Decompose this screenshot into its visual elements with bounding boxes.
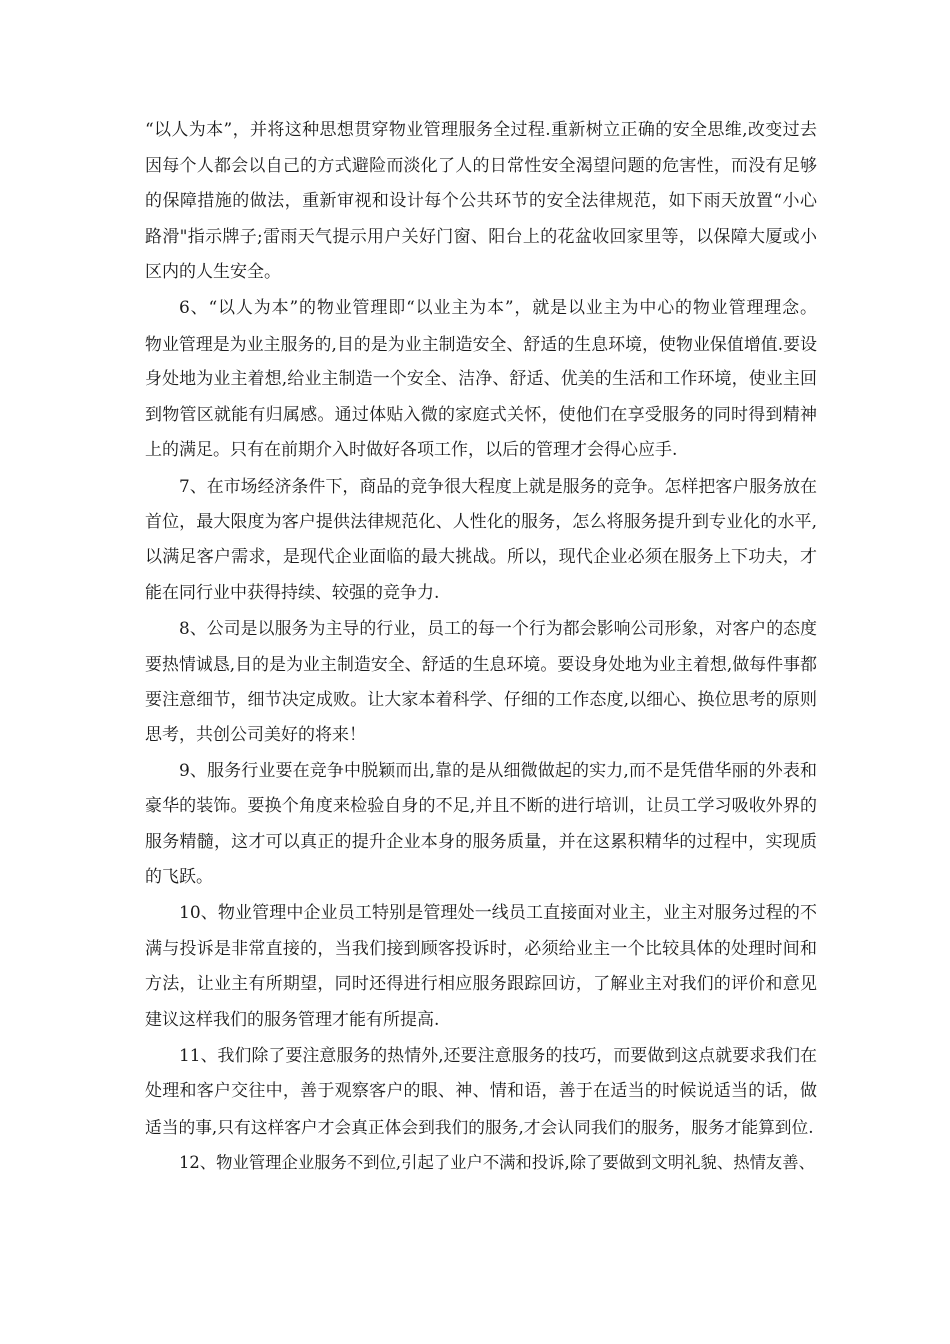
text-line: 要注意细节，细节决定成败。让大家本着科学、仔细的工作态度,以细心、换位思考的原则 — [145, 689, 817, 710]
text-line: 建议这样我们的服务管理才能有所提高. — [145, 1009, 440, 1030]
paragraph — [145, 113, 817, 291]
text-line: 6、“以人为本”的物业管理即“以业主为本”，就是以业主为中心的物业管理理念。 — [179, 297, 817, 318]
text-line: 上的满足。只有在前期介入时做好各项工作，以后的管理才会得心应手. — [145, 440, 678, 461]
paragraph — [145, 611, 817, 753]
text-line: 方法，让业主有所期望，同时还得进行相应服务跟踪回访，了解业主对我们的评价和意见 — [145, 974, 817, 995]
text-line: 的保障措施的做法，重新审视和设计每个公共环节的安全法律规范，如下雨天放置“小心 — [145, 191, 817, 212]
text-line: 服务精髓，这才可以真正的提升企业本身的服务质量，并在这累积精华的过程中，实现质 — [145, 831, 817, 852]
text-line: 9、服务行业要在竞争中脱颖而出,靠的是从细微做起的实力,而不是凭借华丽的外表和 — [179, 760, 817, 781]
document-body — [145, 113, 817, 1181]
text-line: 因每个人都会以自己的方式避险而淡化了人的日常性安全渴望问题的危害性，而没有足够 — [145, 155, 817, 176]
text-line: 首位，最大限度为客户提供法律规范化、人性化的服务，怎么将服务提升到专业化的水平, — [145, 511, 817, 532]
text-line: “以人为本”，并将这种思想贯穿物业管理服务全过程.重新树立正确的安全思维,改变过去 — [145, 120, 817, 140]
text-line: 身处地为业主着想,给业主制造一个安全、洁净、舒适、优美的生活和工作环境，使业主回 — [145, 369, 817, 390]
text-line: 8、公司是以服务为主导的行业，员工的每一个行为都会影响公司形象，对客户的态度 — [179, 618, 817, 639]
text-line: 区内的人生安全。 — [145, 262, 281, 283]
paragraph — [145, 896, 817, 1038]
text-line: 7、在市场经济条件下，商品的竞争很大程度上就是服务的竞争。怎样把客户服务放在 — [179, 475, 817, 496]
paragraph — [145, 469, 817, 611]
text-line: 以满足客户需求，是现代企业面临的最大挑战。所以，现代企业必须在服务上下功夫，才 — [145, 547, 817, 568]
text-line: 到物管区就能有归属感。通过体贴入微的家庭式关怀，使他们在享受服务的同时得到精神 — [145, 404, 817, 425]
text-line: 适当的事,只有这样客户才会真正体会到我们的服务,才会认同我们的服务，服务才能算到位. — [145, 1116, 814, 1137]
paragraph — [145, 1145, 817, 1181]
paragraph — [145, 1038, 817, 1145]
text-line: 思考，共创公司美好的将来！ — [145, 725, 366, 746]
text-line: 11、我们除了要注意服务的热情外,还要注意服务的技巧，而要做到这点就要求我们在 — [179, 1045, 817, 1066]
text-line: 处理和客户交往中，善于观察客户的眼、神、情和语，善于在适当的时候说适当的话，做 — [145, 1081, 817, 1102]
paragraph — [145, 291, 817, 469]
text-line: 物业管理是为业主服务的,目的是为业主制造安全、舒适的生息环境，使物业保值增值.要设 — [145, 333, 817, 354]
text-line: 满与投诉是非常直接的，当我们接到顾客投诉时，必须给业主一个比较具体的处理时间和 — [145, 938, 817, 959]
paragraph — [145, 754, 817, 896]
text-line: 10、物业管理中企业员工特别是管理处一线员工直接面对业主，业主对服务过程的不 — [179, 903, 817, 924]
text-line: 的飞跃。 — [145, 867, 213, 888]
text-line: 豪华的装饰。要换个角度来检验自身的不足,并且不断的进行培训，让员工学习吸收外界的 — [145, 796, 817, 817]
text-line: 路滑"指示牌子;雷雨天气提示用户关好门窗、阳台上的花盆收回家里等，以保障大厦或小 — [145, 226, 817, 247]
text-line: 要热情诚恳,目的是为业主制造安全、舒适的生息环境。要设身处地为业主着想,做每件事都 — [145, 653, 817, 674]
text-line: 能在同行业中获得持续、较强的竞争力. — [145, 582, 440, 603]
document-page — [145, 113, 817, 1181]
text-line: 12、物业管理企业服务不到位,引起了业户不满和投诉,除了要做到文明礼貌、热情友善、 — [179, 1153, 815, 1173]
